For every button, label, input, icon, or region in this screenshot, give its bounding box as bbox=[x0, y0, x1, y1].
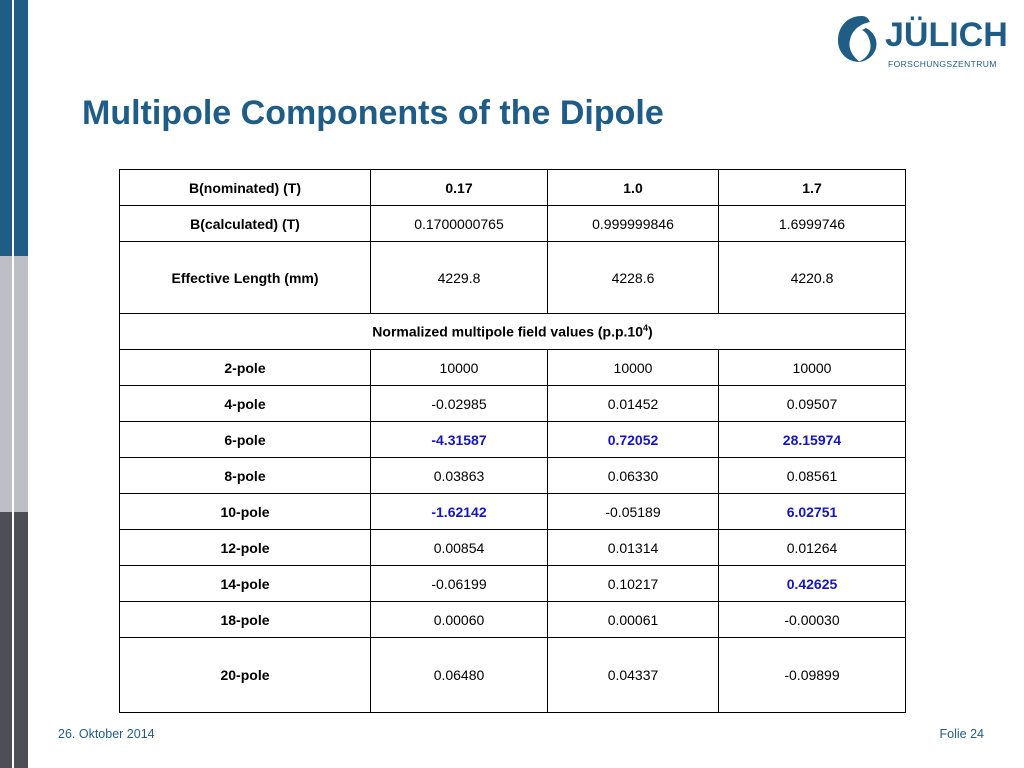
table-cell: -0.02985 bbox=[371, 386, 548, 422]
table-row bbox=[120, 350, 906, 386]
table-cell: 10000 bbox=[719, 350, 906, 386]
section-label: Normalized multipole field values (p.p.10 bbox=[372, 323, 644, 340]
table-cell: 0.04337 bbox=[548, 638, 719, 713]
table-cell: 0.00854 bbox=[371, 530, 548, 566]
table-cell: 0.00060 bbox=[371, 602, 548, 638]
footer-slide-number: Folie 24 bbox=[939, 727, 984, 741]
table-cell: 10000 bbox=[548, 350, 719, 386]
slide-title: Multipole Components of the Dipole bbox=[82, 94, 664, 132]
header-row bbox=[120, 170, 906, 206]
table-cell: 0.01452 bbox=[548, 386, 719, 422]
table-cell: 4228.6 bbox=[548, 242, 719, 314]
table-row bbox=[120, 386, 906, 422]
table-row bbox=[120, 422, 906, 458]
table-cell: -0.06199 bbox=[371, 566, 548, 602]
row-label: 14-pole bbox=[120, 566, 371, 602]
juelich-logo bbox=[836, 14, 1006, 76]
table-cell: 0.01314 bbox=[548, 530, 719, 566]
table-cell: 28.15974 bbox=[719, 422, 906, 458]
table-cell: 4229.8 bbox=[371, 242, 548, 314]
table-row bbox=[120, 602, 906, 638]
table-cell: -4.31587 bbox=[371, 422, 548, 458]
table-row bbox=[120, 458, 906, 494]
section-header bbox=[120, 314, 906, 350]
side-stripe-light bbox=[0, 256, 28, 512]
table-cell: 0.72052 bbox=[548, 422, 719, 458]
side-stripe-dark bbox=[0, 512, 28, 768]
juelich-logo-icon bbox=[836, 14, 880, 64]
row-label: Effective Length (mm) bbox=[120, 242, 371, 314]
table-row bbox=[120, 530, 906, 566]
row-label: B(calculated) (T) bbox=[120, 206, 371, 242]
row-label: 20-pole bbox=[120, 638, 371, 713]
table-cell: 0.42625 bbox=[719, 566, 906, 602]
table-cell: 0.06330 bbox=[548, 458, 719, 494]
table-cell: 0.09507 bbox=[719, 386, 906, 422]
table-cell: 1.6999746 bbox=[719, 206, 906, 242]
section-exponent: 4 bbox=[643, 323, 649, 334]
table-cell: -0.00030 bbox=[719, 602, 906, 638]
table-cell: 6.02751 bbox=[719, 494, 906, 530]
table-cell: 0.1700000765 bbox=[371, 206, 548, 242]
table-row bbox=[120, 566, 906, 602]
footer-date: 26. Oktober 2014 bbox=[58, 727, 155, 741]
table-cell: 0.06480 bbox=[371, 638, 548, 713]
table-cell: 0.08561 bbox=[719, 458, 906, 494]
logo-subtitle: FORSCHUNGSZENTRUM bbox=[888, 59, 997, 69]
header-cell: 1.7 bbox=[719, 170, 906, 206]
table-cell: -0.09899 bbox=[719, 638, 906, 713]
header-cell: 0.17 bbox=[371, 170, 548, 206]
logo-wordmark: JÜLICH bbox=[885, 16, 1008, 54]
table-cell: -1.62142 bbox=[371, 494, 548, 530]
row-label: 10-pole bbox=[120, 494, 371, 530]
row-label: 8-pole bbox=[120, 458, 371, 494]
table-cell: 0.00061 bbox=[548, 602, 719, 638]
row-label: 4-pole bbox=[120, 386, 371, 422]
table-row bbox=[120, 494, 906, 530]
calculated-row bbox=[120, 206, 906, 242]
table-cell: 0.01264 bbox=[719, 530, 906, 566]
section-suffix: ) bbox=[648, 323, 653, 340]
table-cell: 10000 bbox=[371, 350, 548, 386]
row-label: 18-pole bbox=[120, 602, 371, 638]
table-cell: 0.03863 bbox=[371, 458, 548, 494]
table-cell: 4220.8 bbox=[719, 242, 906, 314]
side-stripe-blue bbox=[0, 0, 28, 256]
header-cell: 1.0 bbox=[548, 170, 719, 206]
header-cell: B(nominated) (T) bbox=[120, 170, 371, 206]
table-cell: 0.999999846 bbox=[548, 206, 719, 242]
effective-length-row bbox=[120, 242, 906, 314]
section-row bbox=[120, 314, 906, 350]
table-row bbox=[120, 638, 906, 713]
table-cell: 0.10217 bbox=[548, 566, 719, 602]
row-label: 6-pole bbox=[120, 422, 371, 458]
row-label: 2-pole bbox=[120, 350, 371, 386]
row-label: 12-pole bbox=[120, 530, 371, 566]
side-stripe-divider bbox=[12, 0, 14, 768]
table-cell: -0.05189 bbox=[548, 494, 719, 530]
multipole-table bbox=[119, 169, 906, 713]
